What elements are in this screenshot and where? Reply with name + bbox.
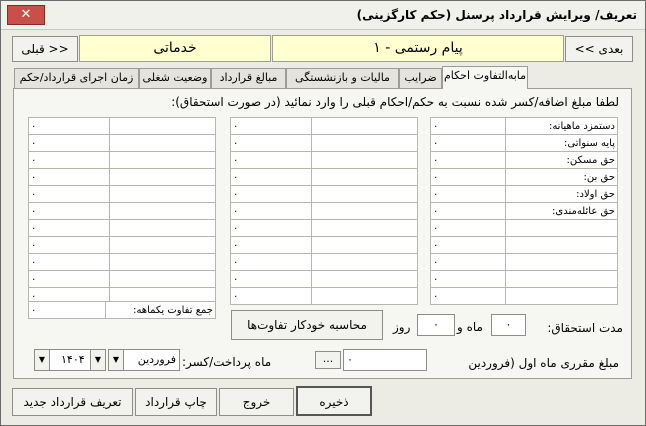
sum-label: جمع تفاوت یکماهه: bbox=[106, 302, 216, 319]
tab-execution-time[interactable]: زمان اجرای قرارداد/حکم bbox=[14, 68, 139, 88]
sum-value: ۰ bbox=[29, 302, 106, 319]
grid-row bbox=[231, 288, 418, 305]
grid-value-cell[interactable]: ۰ bbox=[431, 203, 506, 220]
employee-name-field: پیام رستمی - ۱ bbox=[272, 35, 564, 62]
grid-blank-cell[interactable] bbox=[110, 169, 216, 186]
grid-label-cell bbox=[506, 254, 618, 271]
grid-blank-cell[interactable] bbox=[110, 186, 216, 203]
close-button[interactable] bbox=[7, 5, 45, 25]
pay-year-value: ۱۴۰۴ bbox=[61, 353, 85, 366]
grid-value-cell[interactable]: ۰ bbox=[431, 169, 506, 186]
grid-value-cell[interactable]: ۰ bbox=[231, 169, 312, 186]
grid-label-cell: حق عائله‌مندی: bbox=[506, 203, 618, 220]
left-grid bbox=[28, 117, 216, 305]
tab-job-status[interactable]: وضعیت شغلی bbox=[139, 68, 211, 88]
grid-row bbox=[231, 135, 418, 152]
grid-label-cell: حق مسکن: bbox=[506, 152, 618, 169]
grid-value-cell[interactable]: ۰ bbox=[431, 118, 506, 135]
window-title: تعریف/ ویرایش قرارداد پرسنل (حکم کارگزینی) bbox=[356, 8, 637, 22]
grid-value-cell[interactable]: ۰ bbox=[231, 203, 312, 220]
grid-value-cell[interactable]: ۰ bbox=[231, 220, 312, 237]
grid-value-cell[interactable]: ۰ bbox=[431, 220, 506, 237]
tab-contract-amounts[interactable]: مبالغ قرارداد bbox=[211, 68, 286, 88]
print-contract-button[interactable]: چاپ قرارداد bbox=[135, 388, 217, 416]
grid-blank-cell[interactable] bbox=[110, 118, 216, 135]
grid-value-cell[interactable]: ۰ bbox=[231, 135, 312, 152]
grid-blank-cell[interactable] bbox=[312, 237, 418, 254]
tab-tax-pension[interactable]: مالیات و بازنشستگی bbox=[286, 68, 399, 88]
instruction-text: لطفا مبلغ اضافه/کسر شده نسبت به حکم/احکام قبلی را وارد نمائید (در صورت استحقاق): bbox=[171, 95, 619, 109]
grid-blank-cell[interactable] bbox=[312, 118, 418, 135]
grid-row bbox=[431, 220, 618, 237]
grid-row bbox=[29, 169, 216, 186]
grid-blank-cell[interactable] bbox=[312, 254, 418, 271]
grid-blank-cell[interactable] bbox=[110, 271, 216, 288]
grid-value-cell[interactable]: ۰ bbox=[431, 271, 506, 288]
entitlement-months-input[interactable]: ۰ bbox=[491, 314, 526, 336]
chevron-down-icon: ▼ bbox=[35, 350, 50, 370]
grid-value-cell[interactable]: ۰ bbox=[431, 152, 506, 169]
grid-label-cell: حق اولاد: bbox=[506, 186, 618, 203]
grid-blank-cell[interactable] bbox=[110, 203, 216, 220]
grid-blank-cell[interactable] bbox=[312, 169, 418, 186]
grid-row bbox=[29, 186, 216, 203]
tab-diff-orders[interactable]: مابه‌التفاوت احکام bbox=[442, 66, 528, 89]
grid-value-cell[interactable]: ۰ bbox=[231, 288, 312, 305]
grid-row bbox=[29, 254, 216, 271]
grid-row bbox=[431, 203, 618, 220]
grid-label-cell bbox=[506, 271, 618, 288]
grid-row bbox=[29, 118, 216, 135]
grid-value-cell[interactable]: ۰ bbox=[29, 118, 110, 135]
sum-row bbox=[28, 301, 216, 319]
grid-row bbox=[431, 237, 618, 254]
grid-row bbox=[431, 254, 618, 271]
day-label: روز bbox=[393, 320, 411, 334]
save-button[interactable]: ذخیره bbox=[296, 386, 372, 416]
title-bar bbox=[1, 1, 645, 30]
grid-blank-cell[interactable] bbox=[312, 203, 418, 220]
grid-blank-cell[interactable] bbox=[110, 152, 216, 169]
grid-row bbox=[29, 152, 216, 169]
pay-year-select[interactable] bbox=[34, 349, 106, 371]
grid-value-cell[interactable]: ۰ bbox=[231, 152, 312, 169]
new-contract-button[interactable]: تعریف قرارداد جدید bbox=[12, 388, 133, 416]
first-month-label: مبلغ مقرری ماه اول (فروردین bbox=[468, 356, 619, 370]
middle-grid bbox=[230, 117, 418, 305]
grid-value-cell[interactable]: ۰ bbox=[231, 271, 312, 288]
grid-value-cell[interactable]: ۰ bbox=[231, 237, 312, 254]
grid-label-cell: دستمزد ماهیانه: bbox=[506, 118, 618, 135]
month-label: ماه و bbox=[457, 320, 483, 334]
chevron-down-icon: ▼ bbox=[90, 350, 105, 370]
diff-orders-panel bbox=[13, 88, 632, 379]
grid-row bbox=[29, 135, 216, 152]
grid-row bbox=[231, 254, 418, 271]
grid-row bbox=[431, 152, 618, 169]
department-field: خدماتی bbox=[79, 35, 271, 62]
grid-row bbox=[431, 186, 618, 203]
grid-label-cell: حق بن: bbox=[506, 169, 618, 186]
grid-value-cell[interactable]: ۰ bbox=[431, 254, 506, 271]
entitlement-days-input[interactable]: ۰ bbox=[417, 314, 455, 336]
grid-row bbox=[231, 169, 418, 186]
grid-row bbox=[231, 237, 418, 254]
grid-label-cell bbox=[506, 237, 618, 254]
grid-row bbox=[231, 271, 418, 288]
grid-blank-cell[interactable] bbox=[312, 271, 418, 288]
next-button[interactable]: << بعدی bbox=[565, 36, 633, 62]
grid-row bbox=[231, 118, 418, 135]
exit-button[interactable]: خروج bbox=[219, 388, 294, 416]
grid-value-cell[interactable]: ۰ bbox=[29, 186, 110, 203]
grid-blank-cell[interactable] bbox=[312, 220, 418, 237]
grid-blank-cell[interactable] bbox=[312, 288, 418, 305]
grid-row bbox=[231, 186, 418, 203]
grid-row bbox=[431, 288, 618, 305]
pay-month-value: فروردین bbox=[137, 353, 176, 366]
grid-value-cell[interactable]: ۰ bbox=[29, 169, 110, 186]
prev-button[interactable]: قبلی >> bbox=[12, 36, 78, 62]
grid-value-cell[interactable]: ۰ bbox=[29, 220, 110, 237]
grid-value-cell[interactable]: ۰ bbox=[231, 118, 312, 135]
right-grid bbox=[430, 117, 618, 305]
grid-value-cell[interactable]: ۰ bbox=[231, 186, 312, 203]
grid-value-cell[interactable]: ۰ bbox=[29, 254, 110, 271]
auto-calc-button[interactable]: محاسبه خودکار تفاوت‌ها bbox=[231, 310, 383, 340]
close-icon: ✕ bbox=[20, 7, 32, 22]
grid-blank-cell[interactable] bbox=[312, 135, 418, 152]
grid-row bbox=[231, 152, 418, 169]
grid-row bbox=[231, 203, 418, 220]
grid-value-cell[interactable]: ۰ bbox=[431, 186, 506, 203]
grid-value-cell[interactable]: ۰ bbox=[29, 288, 110, 305]
entitlement-label: مدت استحقاق: bbox=[547, 321, 623, 335]
grid-label-cell bbox=[506, 220, 618, 237]
grid-value-cell[interactable]: ۰ bbox=[29, 152, 110, 169]
grid-row bbox=[431, 135, 618, 152]
grid-row bbox=[431, 271, 618, 288]
first-month-amount-input[interactable]: ۰ bbox=[343, 349, 427, 371]
chevron-down-icon: ▼ bbox=[109, 350, 124, 370]
grid-label-cell: پایه سنواتی: bbox=[506, 135, 618, 152]
grid-value-cell[interactable]: ۰ bbox=[29, 271, 110, 288]
grid-row bbox=[29, 237, 216, 254]
grid-value-cell[interactable]: ۰ bbox=[431, 288, 506, 305]
grid-row bbox=[231, 220, 418, 237]
pay-month-select[interactable] bbox=[108, 349, 180, 371]
grid-row bbox=[431, 169, 618, 186]
grid-blank-cell[interactable] bbox=[312, 186, 418, 203]
grid-row bbox=[29, 203, 216, 220]
grid-row bbox=[431, 118, 618, 135]
grid-row bbox=[29, 271, 216, 288]
grid-blank-cell[interactable] bbox=[110, 254, 216, 271]
grid-blank-cell[interactable] bbox=[312, 152, 418, 169]
grid-value-cell[interactable]: ۰ bbox=[29, 203, 110, 220]
grid-blank-cell[interactable] bbox=[110, 135, 216, 152]
grid-value-cell[interactable]: ۰ bbox=[431, 135, 506, 152]
pay-month-label: ماه پرداخت/کسر: bbox=[182, 355, 272, 369]
first-month-browse-button[interactable]: ... bbox=[315, 351, 341, 369]
grid-value-cell[interactable]: ۰ bbox=[29, 135, 110, 152]
grid-value-cell[interactable]: ۰ bbox=[231, 254, 312, 271]
tab-coefficients[interactable]: ضرایب bbox=[399, 68, 442, 88]
grid-blank-cell[interactable] bbox=[110, 220, 216, 237]
grid-row bbox=[29, 220, 216, 237]
grid-blank-cell[interactable] bbox=[110, 237, 216, 254]
grid-value-cell[interactable]: ۰ bbox=[431, 237, 506, 254]
grid-value-cell[interactable]: ۰ bbox=[29, 237, 110, 254]
grid-label-cell bbox=[506, 288, 618, 305]
